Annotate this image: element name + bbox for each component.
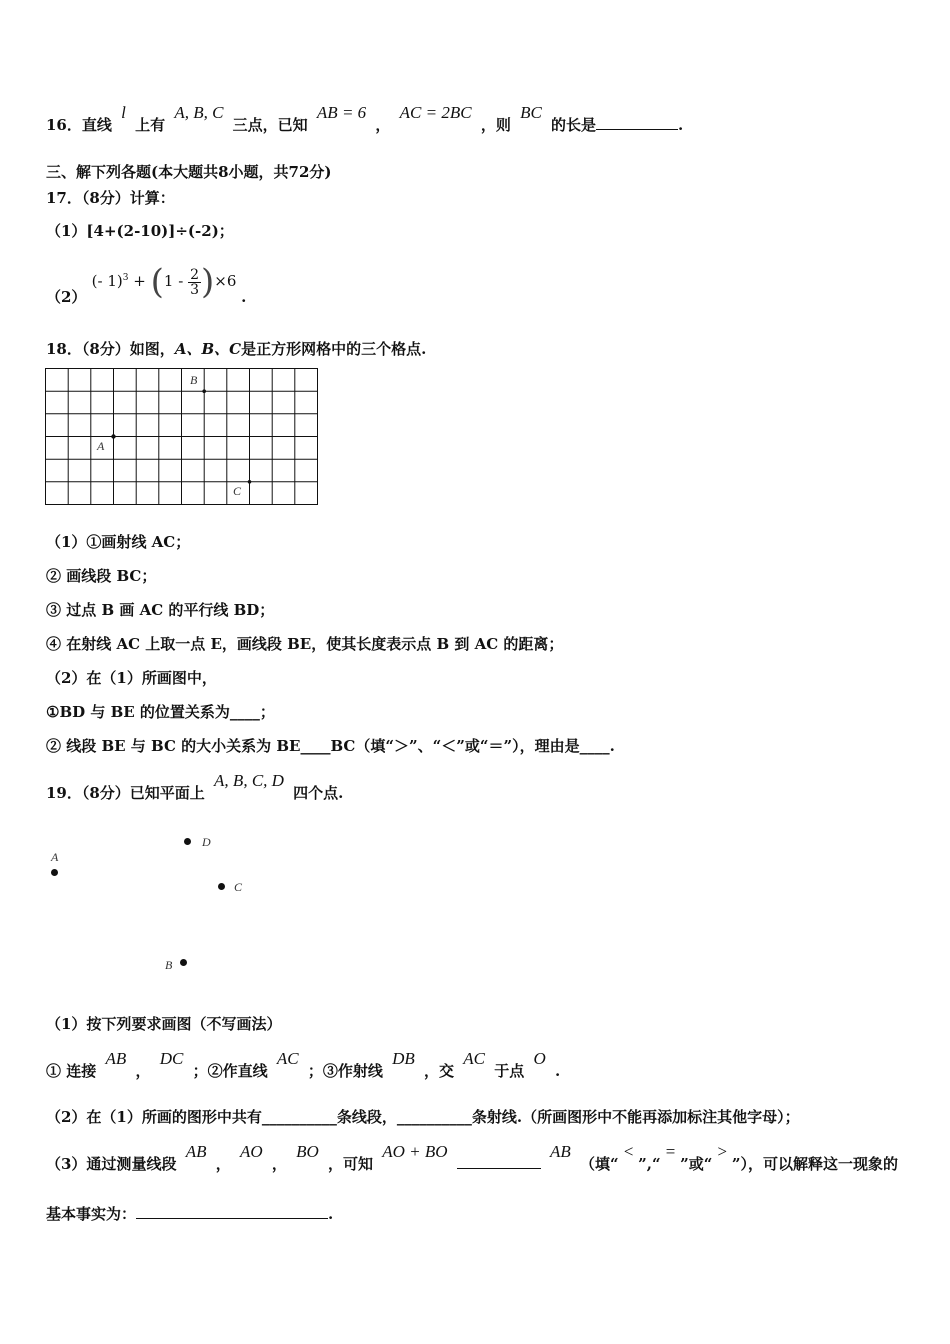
- q17-plus: +: [133, 272, 146, 290]
- q19-m-ab: AB: [185, 1142, 207, 1161]
- q18-line3: ③ 过点 B 画 AC 的平行线 BD；: [46, 601, 275, 619]
- q19-comma2: ，: [215, 1155, 231, 1173]
- q19-fact-blank[interactable]: [136, 1204, 328, 1219]
- q19-db: DB: [392, 1049, 415, 1068]
- q18-line7: ② 线段 BE 与 BC 的大小关系为 BE____BC（填“＞”、“＜”或“＝”），理由是____.: [46, 737, 615, 755]
- q19-m-sum: AO + BO: [382, 1142, 448, 1161]
- q19-title-b: 四个点.: [293, 784, 344, 802]
- q18-line5: （2）在（1）所画图中，: [46, 669, 217, 687]
- q19-basic-fact: 基本事实为：: [46, 1205, 137, 1223]
- q19-title-a: 19．（8分）已知平面上: [46, 784, 205, 802]
- q16-text3: ，则: [480, 116, 511, 134]
- q19-fill-close: ”），可以解释这一现象的: [731, 1155, 899, 1173]
- q19-ac: AC: [276, 1049, 299, 1068]
- q19-title-points: A, B, C, D: [214, 771, 284, 790]
- q16-answer-blank[interactable]: [596, 115, 678, 130]
- q19-m-bo: BO: [296, 1142, 319, 1161]
- q19-ray-text: ；③作射线: [307, 1062, 383, 1080]
- q17-part2-end: .: [241, 288, 247, 306]
- section-3-heading: 三、解下列各题(本大题共8小题，共72分): [46, 163, 332, 181]
- q16-points: A, B, C: [174, 103, 224, 122]
- q19-eq: =: [664, 1142, 677, 1161]
- fig-label-c: C: [234, 880, 243, 894]
- q17-frac-num: 2: [190, 266, 199, 283]
- q19-comma3: ，: [271, 1155, 287, 1173]
- q19-part4: [46, 1203, 333, 1224]
- q19-end: .: [328, 1205, 334, 1223]
- q18-line6: ①BD 与 BE 的位置关系为____；: [46, 703, 275, 721]
- q19-gt: >: [716, 1142, 728, 1161]
- q17-part2-expr: [91, 262, 242, 302]
- q19-sep1: ”,“: [638, 1155, 661, 1173]
- q17-one-minus: 1 -: [163, 272, 184, 290]
- q19-measure: （3）通过测量线段: [46, 1155, 177, 1173]
- q19-lt: <: [622, 1142, 635, 1161]
- grid-point-a: [111, 434, 115, 438]
- q17-frac-den: 3: [190, 281, 199, 298]
- q16-eq1: AB = 6: [316, 103, 367, 122]
- q19-part1-tasks: [46, 1049, 561, 1081]
- grid-lines: [45, 368, 318, 505]
- q18-line4: ④ 在射线 AC 上取一点 E，画线段 BE，使其长度表示点 B 到 AC 的距离；: [46, 635, 564, 653]
- q19-dc: DC: [159, 1049, 184, 1068]
- q19-intersect-text: ，交: [423, 1062, 454, 1080]
- q19-m-ao: AO: [239, 1142, 263, 1161]
- fig-point-d: [184, 838, 191, 845]
- grid-label-b: B: [190, 373, 198, 387]
- square-grid-figure: [45, 368, 319, 510]
- q19-at-point: 于点: [494, 1062, 525, 1080]
- square-grid: [45, 368, 319, 506]
- q19-ab: AB: [105, 1049, 127, 1068]
- q16-number: 16．直线: [46, 116, 112, 134]
- q19-ac2: AC: [463, 1049, 485, 1068]
- q19-compare-blank[interactable]: [457, 1154, 541, 1169]
- grid-label-a: A: [97, 439, 105, 453]
- q19-line-text: ；②作直线: [192, 1062, 268, 1080]
- q18-line1: （1）①画射线 AC；: [46, 533, 191, 551]
- q16-bc: BC: [520, 103, 542, 122]
- fig-point-b: [180, 959, 187, 966]
- fig-label-d: D: [202, 835, 211, 849]
- q18-title-points: A、B、C: [174, 340, 242, 358]
- q19-part1: （1）按下列要求画图（不写画法）: [46, 1015, 282, 1033]
- q16-comma: ，: [375, 116, 391, 134]
- q17-paren-left: (: [150, 262, 164, 302]
- q18-title-b: 是正方形网格中的三个格点.: [241, 340, 427, 358]
- q16-text1: 上有: [135, 116, 166, 134]
- fig-point-c: [218, 883, 225, 890]
- q19-connect: ① 连接: [46, 1062, 97, 1080]
- q17-paren-right: ): [201, 262, 215, 302]
- q18-title: [46, 338, 426, 359]
- q17-fraction: [188, 268, 201, 297]
- q19-period: .: [554, 1062, 561, 1080]
- q19-sep2: ”或“: [680, 1155, 713, 1173]
- q17-part2: [46, 256, 247, 306]
- q19-o: O: [533, 1049, 546, 1068]
- q16-text4: 的长是: [551, 116, 597, 134]
- grid-point-c: [248, 480, 252, 484]
- q19-part2: （2）在（1）所画的图形中共有__________条线段，__________条射线.（所画图形中不能再添加标注其他字母）；: [46, 1108, 800, 1126]
- fig-point-a: [51, 869, 58, 876]
- fig-label-a: A: [51, 850, 59, 864]
- q17-part1: （1）[4+(2-10)]÷(-2)；: [46, 222, 234, 240]
- q19-part3: [46, 1142, 899, 1174]
- q16-line: [46, 103, 684, 135]
- fig-label-b: B: [165, 958, 173, 972]
- q19-m-ab2: AB: [550, 1142, 571, 1161]
- q16-text2: 三点，已知: [232, 116, 308, 134]
- q16-eq2: AC = 2BC: [399, 103, 472, 122]
- q16-end: .: [678, 116, 684, 134]
- grid-label-c: C: [233, 484, 242, 498]
- q17-exponent: 3: [122, 273, 129, 283]
- q17-part2-label: （2）: [46, 288, 87, 306]
- q19-comma1: ，: [135, 1062, 151, 1080]
- q19-fill-open: （填“: [580, 1155, 619, 1173]
- q17-title: 17．（8分）计算：: [46, 189, 175, 207]
- grid-point-b: [202, 389, 206, 393]
- q19-title: [46, 771, 344, 803]
- q19-known: ，可知: [328, 1155, 374, 1173]
- q18-title-a: 18．（8分）如图，: [46, 340, 175, 358]
- q16-line-l: l: [121, 103, 126, 122]
- q17-base: (- 1): [91, 272, 123, 290]
- q18-line2: ② 画线段 BC；: [46, 567, 157, 585]
- q17-times: ×6: [214, 272, 237, 290]
